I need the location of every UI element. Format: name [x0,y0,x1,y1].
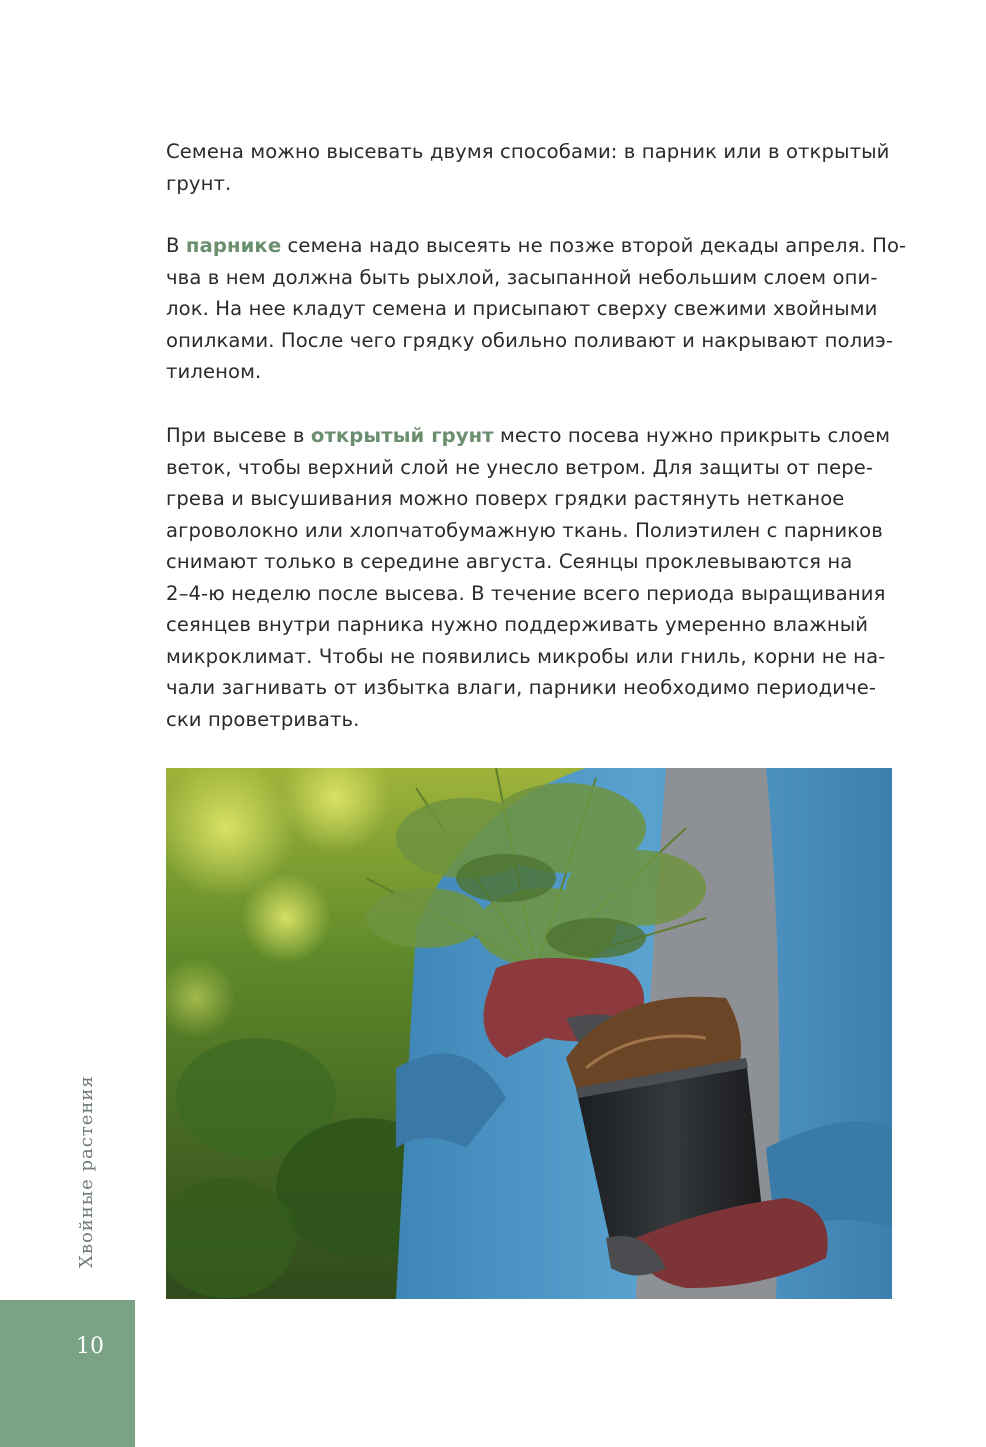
text-fragment: В [166,234,186,257]
text-line: чва в нем должна быть рыхлой, засыпанной небольшим слоем опи- [166,265,878,289]
text-line [166,230,907,262]
text-fragment: семена надо высеять не позже второй декады апреля. По- [281,234,907,257]
highlight-term: парнике [185,234,282,257]
seedling-photo [166,768,892,1299]
text-line: опилками. После чего грядку обильно поливают и накрывают полиэ- [166,328,894,352]
text-line: микроклимат. Чтобы не появились микробы или гниль, корни не на- [166,644,886,668]
text-line: грева и высушивания можно поверх грядки растянуть нетканое [166,487,845,510]
text-line: тиленом. [166,360,262,383]
text-fragment: При высеве в [166,424,311,447]
paragraph-intro [166,136,892,199]
text-line: грунт. [166,171,232,195]
running-section-title: Хвойные растения [76,1075,97,1268]
text-line: агроволокно или хлопчатобумажную ткань. Полиэтилен с парников [166,518,883,542]
paragraph-open-ground [166,420,892,735]
text-line: Семена можно высевать двумя способами: в парник или в открытый [166,140,890,163]
page-number: 10 [76,1334,104,1359]
page-number-tab [0,1300,135,1447]
text-line: веток, чтобы верхний слой не унесло ветром. Для защиты от пере- [166,455,874,479]
text-line: ски проветривать. [166,707,360,731]
text-line: лок. На нее кладут семена и присыпают сверху свежими хвойными [166,297,878,320]
text-line [166,420,892,452]
paragraph-greenhouse [166,230,907,388]
text-fragment: место посева нужно прикрыть слоем [493,424,891,447]
text-line: чали загнивать от избытка влаги, парники необходимо периодиче- [166,676,877,699]
text-line: сеянцев внутри парника нужно поддерживать умеренно влажный [166,613,869,636]
text-line: 2–4-ю неделю после высева. В течение всего периода выращивания [166,581,886,605]
highlight-term: открытый грунт [310,424,494,447]
text-line: снимают только в середине августа. Сеянцы проклевываются на [166,550,853,573]
